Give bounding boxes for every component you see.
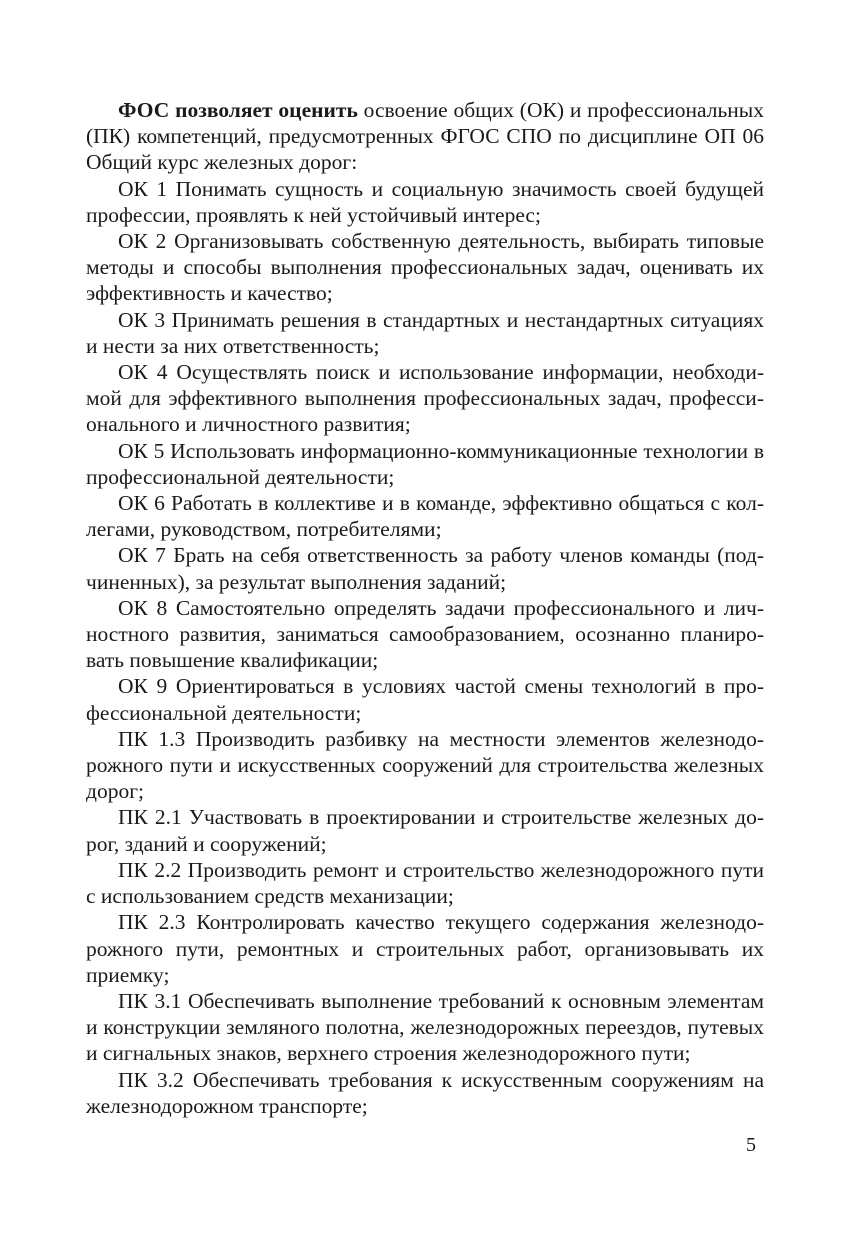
- competency-ok2: ОК 2 Организовывать собственную деятельность, выбирать типовые методы и способы выполнения профессиональных задач, оценивать их эффективность и качество;: [86, 229, 764, 306]
- competency-pk2-1: ПК 2.1 Участвовать в проектировании и строительстве железных дорог, зданий и сооружений;: [86, 805, 764, 856]
- competency-ok1: ОК 1 Понимать сущность и социальную значимость своей будущей профессии, проявлять к ней устойчивый интерес;: [86, 176, 764, 227]
- page-number: 5: [746, 1134, 756, 1156]
- page-body: [86, 97, 764, 1119]
- competency-pk2-2: ПК 2.2 Производить ремонт и строительство железнодорожного пути с использованием средств механизации;: [86, 857, 764, 909]
- competency-ok6: ОК 6 Работать в коллективе и в команде, эффективно общаться с коллегами, руководством, потребителями;: [86, 491, 764, 542]
- competency-ok8: ОК 8 Самостоятельно определять задачи профессионального и личностного развития, заниматься самообразованием, осознанно планировать повышение квалификации;: [86, 595, 764, 673]
- intro-bold-lead: ФОС позволяет оценить: [118, 98, 358, 122]
- competency-pk1-3: ПК 1.3 Производить разбивку на местности элементов железнодорожного пути и искусственных сооружений для строительства железных дорог;: [86, 726, 764, 804]
- competency-pk3-1: ПК 3.1 Обеспечивать выполнение требований к основным элементам и конструкции земляного полотна, железнодорожных переездов, путевых и сигнальных знаков, верхнего строения железнодорожного пути;: [86, 988, 764, 1066]
- competency-ok3: ОК 3 Принимать решения в стандартных и нестандартных ситуациях и нести за них ответственность;: [86, 307, 764, 358]
- competency-pk2-3: ПК 2.3 Контролировать качество текущего содержания железнодорожного пути, ремонтных и строительных работ, организовывать их приемку;: [86, 910, 764, 987]
- competency-ok7: ОК 7 Брать на себя ответственность за работу членов команды (подчиненных), за результат выполнения заданий;: [86, 543, 764, 594]
- intro-text: освоение общих (ОК) и профессиональных (ПК) компетенций, предусмотренных ФГОС СПО по дисциплине ОП 06 Общий курс железных дорог:: [86, 98, 764, 175]
- competency-ok4: ОК 4 Осуществлять поиск и использование информации, необходимой для эффективного выполнения профессиональных задач, профессионального и личностного развития;: [86, 360, 764, 437]
- intro-paragraph: [86, 97, 764, 176]
- competency-pk3-2: ПК 3.2 Обеспечивать требования к искусственным сооружениям на железнодорожном транспорте;: [86, 1067, 764, 1118]
- competency-ok9: ОК 9 Ориентироваться в условиях частой смены технологий в профессиональной деятельности;: [86, 674, 764, 725]
- competency-ok5: ОК 5 Использовать информационно-коммуникационные технологии в профессиональной деятельности;: [86, 438, 764, 489]
